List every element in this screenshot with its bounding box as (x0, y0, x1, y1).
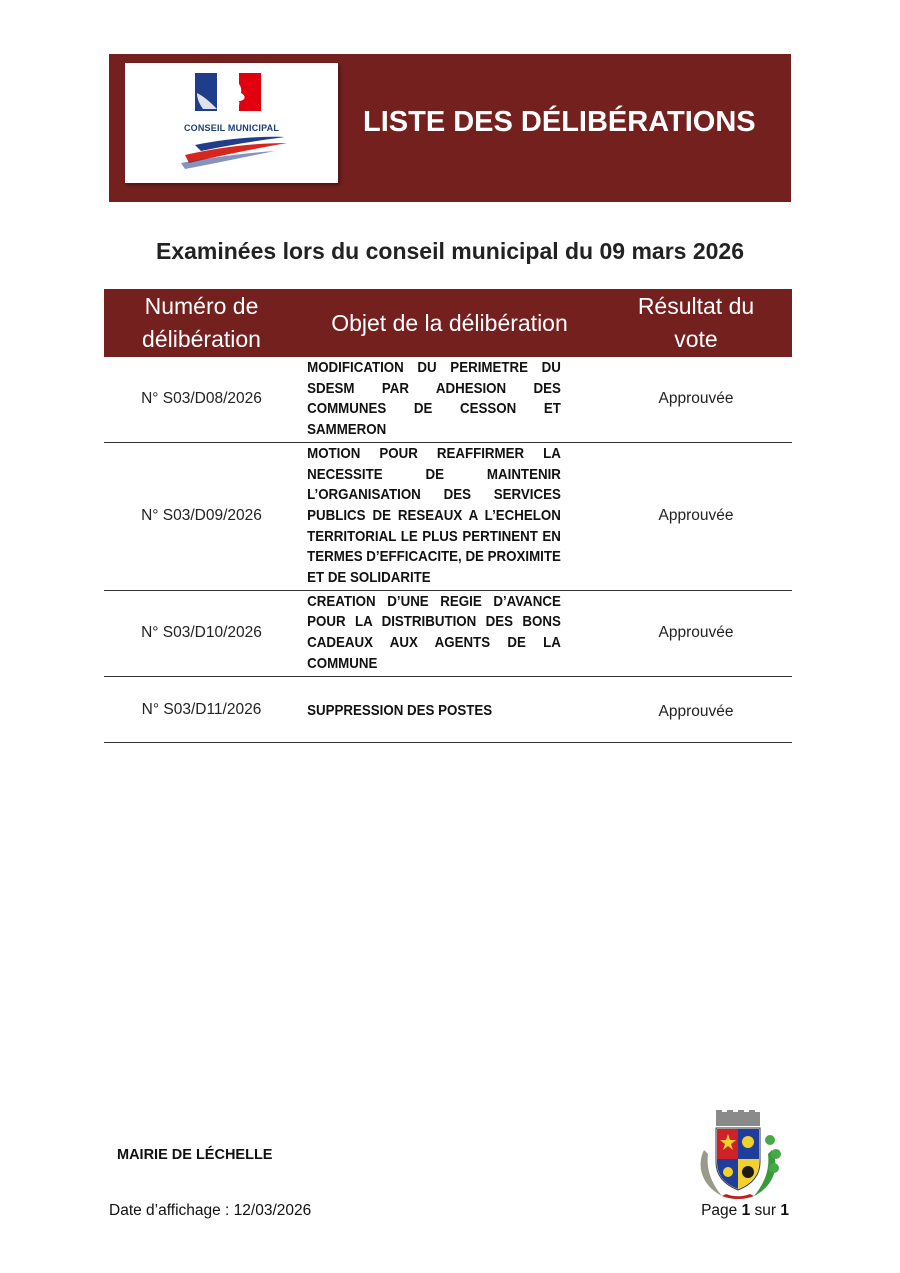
page-separator: sur (754, 1202, 777, 1219)
deliberation-object: SUPPRESSION DES POSTES (299, 676, 570, 742)
page-label: Page (701, 1202, 738, 1219)
page-indicator (701, 1202, 789, 1220)
town-crest-icon (692, 1110, 784, 1202)
deliberation-number: N° S03/D08/2026 (104, 357, 299, 442)
header-banner (109, 54, 791, 202)
deliberation-number: N° S03/D10/2026 (104, 590, 299, 676)
page-total: 1 (780, 1202, 789, 1219)
logo-caption: CONSEIL MUNICIPAL (183, 123, 280, 133)
vote-result: Approuvée (600, 442, 792, 590)
page-title: LISTE DES DÉLIBÉRATIONS (363, 106, 756, 138)
page-current: 1 (741, 1202, 751, 1219)
deliberation-object: MODIFICATION DU PERIMETRE DU SDESM PAR ADHESION DES COMMUNES DE CESSON ET SAMMERON (299, 357, 570, 442)
header-resultat-line1: Résultat du (637, 293, 755, 319)
page-subtitle: Examinées lors du conseil municipal du 09 mars 2026 (155, 238, 745, 264)
table-row (104, 590, 792, 676)
vote-result: Approuvée (600, 590, 792, 676)
deliberation-number: N° S03/D09/2026 (104, 442, 299, 590)
header-numero (104, 289, 299, 357)
table-row (104, 676, 792, 742)
deliberation-number: N° S03/D11/2026 (104, 676, 299, 742)
header-numero-line2: délibération (142, 326, 261, 352)
deliberation-object: MOTION POUR REAFFIRMER LA NECESSITE DE MAINTENIR L’ORGANISATION DES SERVICES PUBLICS DE RESEAUX A L’ECHELON TERRITORIAL LE PLUS PERTINENT EN TERMES D’EFFICACITE, DE PROXIMITE ET DE SOLIDARITE (299, 442, 570, 590)
vote-result: Approuvée (600, 676, 792, 742)
deliberation-object: CREATION D’UNE REGIE D’AVANCE POUR LA DISTRIBUTION DES BONS CADEAUX AUX AGENTS DE LA COMMUNE (299, 590, 570, 676)
table-header-row (104, 289, 792, 357)
date-affichage: Date d’affichage : 12/03/2026 (109, 1202, 312, 1219)
deliberations-table (104, 289, 792, 743)
header-objet: Objet de la délibération (299, 289, 600, 357)
header-numero-line1: Numéro de (144, 293, 259, 319)
table-row (104, 442, 792, 590)
header-resultat-line2: vote (674, 326, 718, 352)
table-row (104, 357, 792, 442)
header-resultat (600, 289, 792, 357)
conseil-municipal-logo (125, 63, 338, 183)
footer-organisation: MAIRIE DE LÉCHELLE (117, 1147, 273, 1163)
vote-result: Approuvée (600, 357, 792, 442)
